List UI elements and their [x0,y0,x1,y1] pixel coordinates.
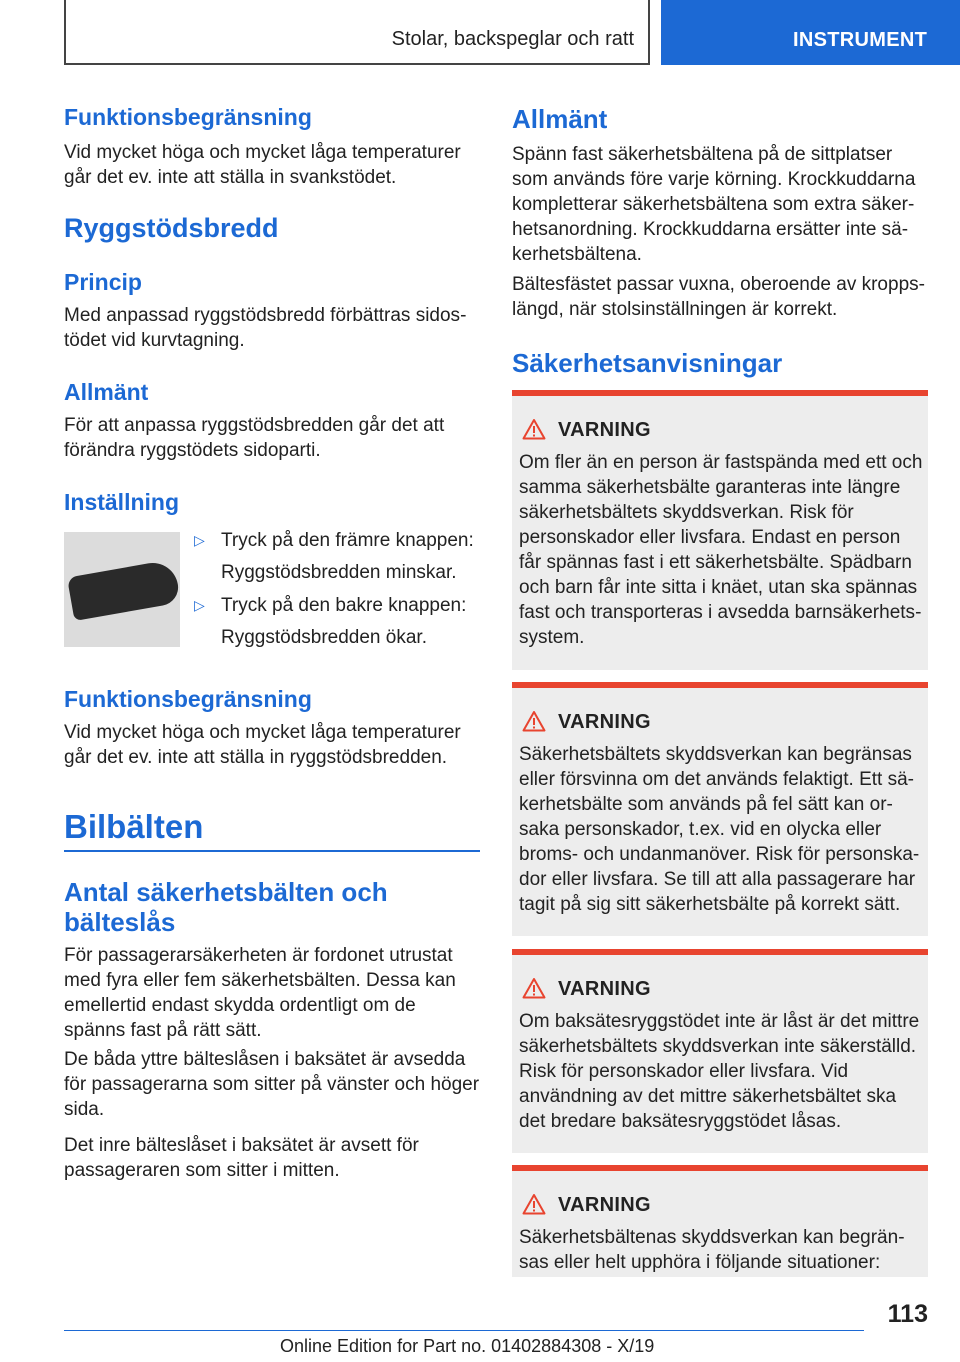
heading-rule [64,850,480,852]
warning-text: Om baksätesryggstödet inte är låst är det mittre säkerhetsbältets skyddsverkan inte säkerställd. Risk för personskador eller livsfara. Vid användning av det mittre säkerhetsbältet ska det bredare baksätesryggstödet låsas. [519,1011,920,1132]
warning-bar [512,1165,928,1171]
warning-box [512,390,928,670]
warning-bar [512,682,928,688]
allmant-right-text-1: Spänn fast säkerhetsbältena på de sittplatser som används före varje körning. Krockkuddarna kompletterar säkerhetsbältena som extra säkerhetsanordning. Krockkuddarna ersätter inte säkerhetsbältena. [512,144,916,265]
step2-result: Ryggstödsbredden ökar. [221,627,427,648]
warning-title: VARNING [558,419,651,441]
footer-rule [64,1330,864,1331]
bilbalten-heading: Bilbälten [64,808,204,845]
header-section-tab [64,0,650,65]
warning-triangle-icon [522,710,546,732]
header-chapter-title: INSTRUMENT [793,29,928,51]
allmant-right-heading: Allmänt [512,104,608,134]
func2-text: Vid mycket höga och mycket låga temperaturer går det ev. inte att ställa in ryggstödsbredden. [64,722,461,768]
antal-heading: Antal säkerhetsbälten och bälteslås [64,877,388,937]
footer-edition: Online Edition for Part no. 01402884308 - X/19 [280,1336,655,1356]
ryggstod-heading: Ryggstödsbredd [64,213,279,243]
step-triangle-icon: ▷ [194,597,205,613]
allmant-text: För att anpassa ryggstödsbredden går det att förändra ryggstödets sidoparti. [64,415,445,461]
warning-bar [512,949,928,955]
warning-bar [512,390,928,396]
step1-text: Tryck på den främre knappen: [221,530,474,551]
warning-text: Om fler än en person är fastspända med ett och samma säkerhetsbälte garanteras inte längre säkerhetsbältets skyddsverkan. Risk för personskador eller livsfara. Endast en person får spännas fast i ett säkerhetsbälte. Spädbarn och barn får inte sitta i knäet, utan ska spännas fast och transporteras i avsedda barnsäkerhetssystem. [519,452,923,648]
antal-text-3: Det inre bälteslåset i baksätet är avsett för passageraren som sitter i mitten. [64,1135,419,1181]
warning-box [512,1165,928,1277]
princip-text: Med anpassad ryggstödsbredd förbättras sidostödet vid kurvtagning. [64,305,467,351]
warning-title: VARNING [558,978,651,1000]
header-section-title: Stolar, backspeglar och ratt [391,28,634,50]
warning-title: VARNING [558,711,651,733]
page-number: 113 [887,1300,928,1328]
warning-title: VARNING [558,1194,651,1216]
warning-triangle-icon [522,1193,546,1215]
warning-triangle-icon [522,977,546,999]
warning-text: Säkerhetsbältenas skyddsverkan kan begränsas eller helt upphöra i följande situationer: [519,1227,905,1273]
sakerhet-heading: Säkerhetsanvisningar [512,348,783,378]
princip-heading: Princip [64,269,142,295]
warning-box [512,682,928,936]
allmant-right-text-2: Bältesfästet passar vuxna, oberoende av kroppslängd, när stolsinställningen är korrekt. [512,274,925,320]
seat-button-image [64,532,180,647]
step1-result: Ryggstödsbredden minskar. [221,562,457,583]
allmant-heading: Allmänt [64,379,149,405]
func2-heading: Funktionsbegränsning [64,686,312,712]
header-chapter-tab [661,0,960,65]
warning-text: Säkerhetsbältets skyddsverkan kan begränsas eller försvinna om det används felaktigt. Ett säkerhetsbälte som används på fel sätt kan orsaka personskador, t.ex. vid en olycka eller broms- och undanmanöver. Risk för personskador eller livsfara. Se till att alla passagerare har tagit på sig sitt säkerhetsbälte på korrekt sätt. [519,744,920,915]
step2-text: Tryck på den bakre knappen: [221,595,467,616]
step-triangle-icon: ▷ [194,532,205,548]
func1-text: Vid mycket höga och mycket låga temperaturer går det ev. inte att ställa in svankstödet. [64,142,461,188]
warning-box [512,949,928,1153]
antal-text-2: De båda yttre bälteslåsen i baksätet är avsedda för passagerarna som sitter på vänster och höger sida. [64,1049,480,1120]
installning-heading: Inställning [64,489,179,515]
func1-heading: Funktionsbegränsning [64,104,312,130]
seat-width-button-icon [67,559,181,621]
warning-triangle-icon [522,418,546,440]
antal-text-1: För passagerarsäkerheten är fordonet utrustat med fyra eller fem säkerhetsbälten. Dessa kan emellertid endast skydda ordentligt om de spänns fast på rätt sätt. [64,945,456,1041]
